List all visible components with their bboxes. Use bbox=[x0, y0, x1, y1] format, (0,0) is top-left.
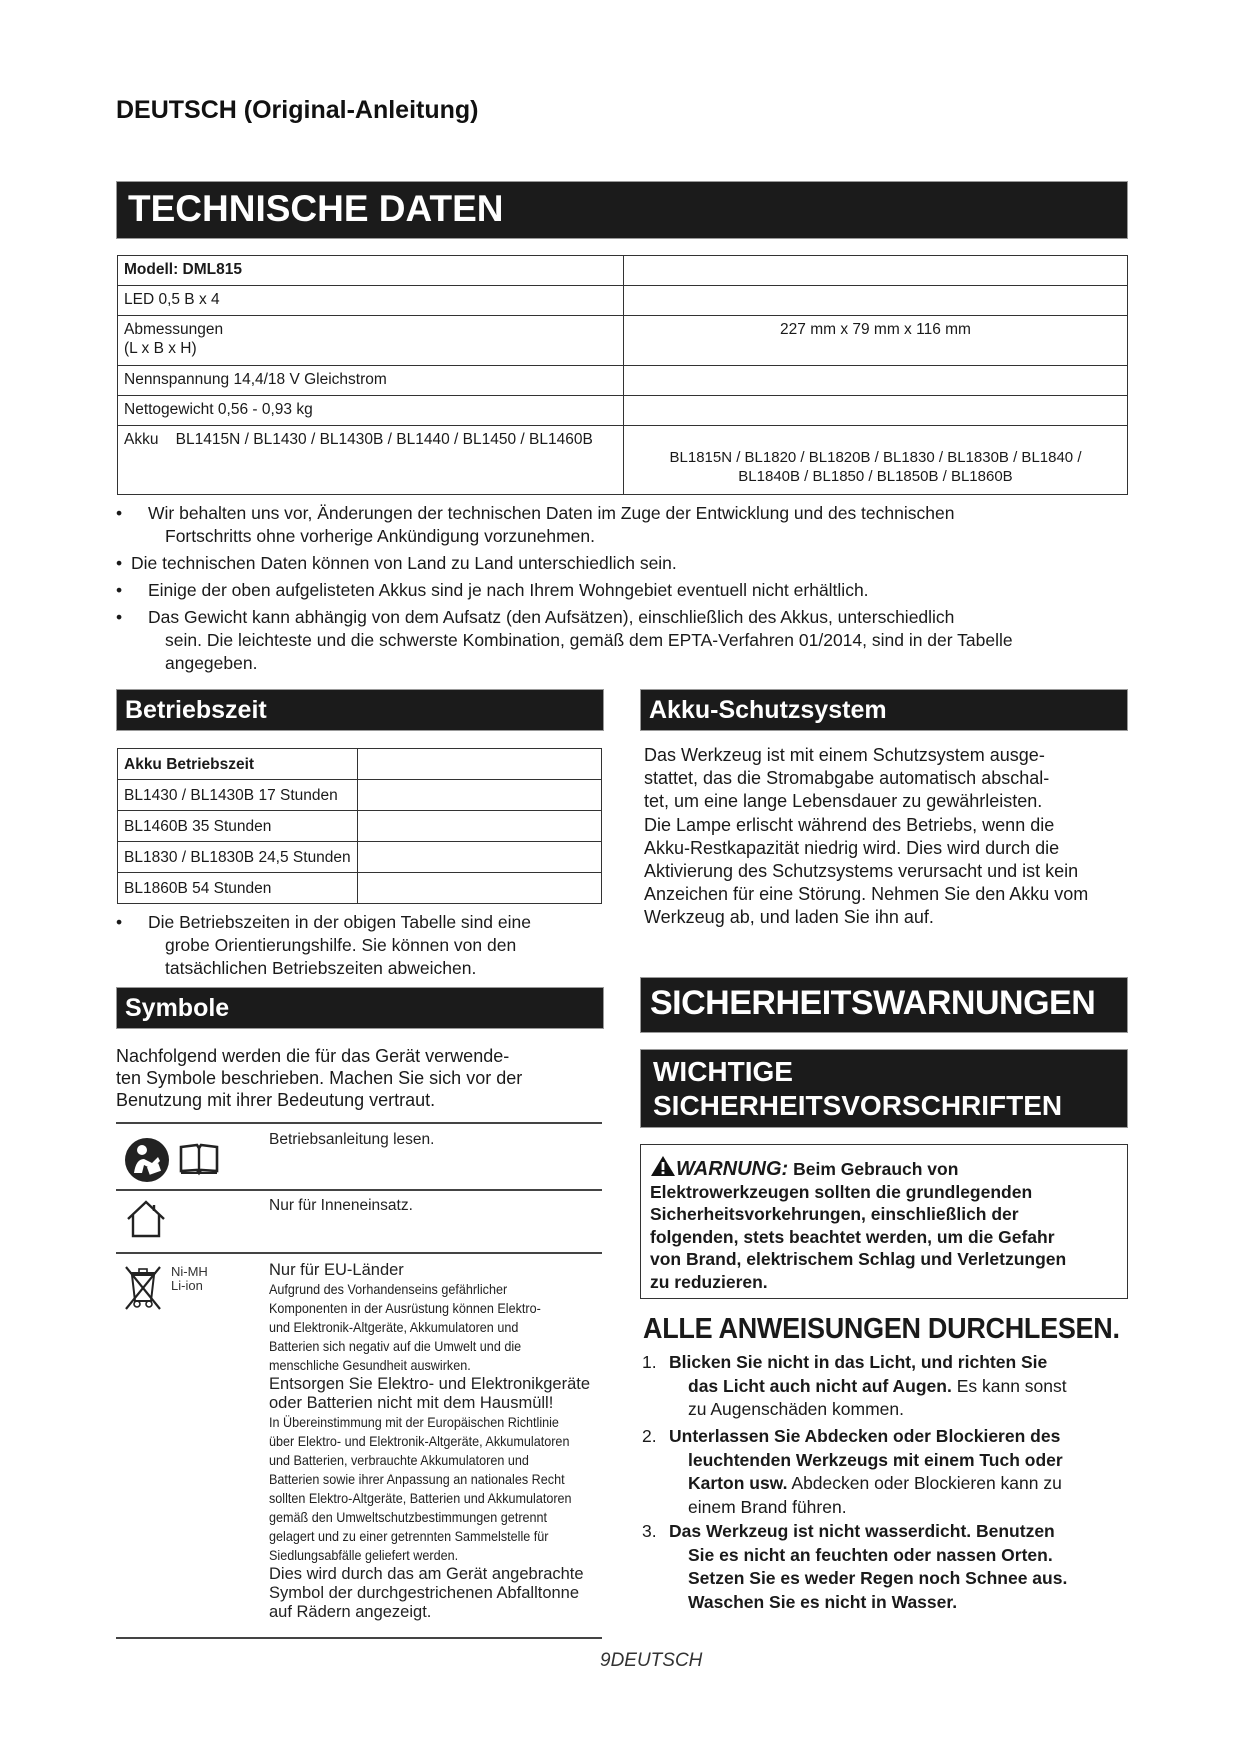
note-item bbox=[116, 579, 1136, 602]
table-row bbox=[118, 873, 602, 904]
eu-line: menschliche Gesundheit auswirken. bbox=[269, 1357, 471, 1373]
eu-line: Aufgrund des Vorhandenseins gefährlicher bbox=[269, 1281, 508, 1297]
runtime-label: Akku Betriebszeit bbox=[118, 749, 358, 780]
eu-disposal-text bbox=[269, 1261, 604, 1622]
table-row bbox=[118, 396, 1128, 426]
eu-line: über Elektro- und Elektronik-Altgeräte, Akkumulatoren bbox=[269, 1433, 570, 1449]
read-all-heading: ALLE ANWEISUNGEN DURCHLESEN. bbox=[643, 1313, 1120, 1345]
instruction-text: das Licht auch nicht auf Augen. bbox=[688, 1375, 952, 1396]
note-text: sein. Die leichteste und die schwerste Kombination, gemäß dem EPTA-Verfahren 01/2014, sind in der Tabelle bbox=[165, 630, 1013, 650]
runtime-value bbox=[358, 780, 602, 811]
eu-line: Symbol der durchgestrichenen Abfalltonne bbox=[269, 1584, 580, 1602]
eu-line: Nur für EU-Länder bbox=[269, 1261, 404, 1279]
note-text: Die Betriebszeiten in der obigen Tabelle sind eine bbox=[148, 912, 531, 932]
bullet-icon: • bbox=[116, 553, 123, 573]
instruction-line bbox=[642, 1472, 1132, 1496]
table-row bbox=[118, 780, 602, 811]
important-safety-title bbox=[640, 1049, 1128, 1128]
instruction-item bbox=[642, 1425, 1132, 1519]
spec-value-cont: BL1840B / BL1850 / BL1850B / BL1860B bbox=[738, 468, 1013, 485]
warning-text: folgenden, stets beachtet werden, um die Gefahr bbox=[650, 1226, 1055, 1247]
technical-data-title: TECHNISCHE DATEN bbox=[116, 181, 1128, 239]
protection-line: Anzeichen für eine Störung. Nehmen Sie den Akku vom bbox=[644, 884, 1089, 905]
eu-line: auf Rädern angezeigt. bbox=[269, 1603, 432, 1621]
eu-line: Dies wird durch das am Gerät angebrachte bbox=[269, 1565, 584, 1583]
divider bbox=[116, 1252, 602, 1254]
instruction-text: Karton usw. bbox=[688, 1473, 788, 1493]
spec-label: Akku BL1415N / BL1430 / BL1430B / BL1440 / BL1450 / BL1460B bbox=[118, 426, 624, 495]
instruction-text: Es kann sonst bbox=[951, 1375, 1067, 1396]
symbols-title: Symbole bbox=[116, 987, 604, 1029]
technical-notes bbox=[116, 502, 1136, 675]
instruction-number: 2. bbox=[642, 1426, 657, 1446]
table-row bbox=[118, 316, 1128, 366]
instruction-text: leuchtenden Werkzeugs mit einem Tuch oder bbox=[688, 1449, 1063, 1470]
note-text: grobe Orientierungshilfe. Sie können von den bbox=[165, 935, 517, 955]
eu-line: Entsorgen Sie Elektro- und Elektronikgeräte bbox=[269, 1375, 591, 1393]
runtime-label: BL1830 / BL1830B 24,5 Stunden bbox=[118, 842, 358, 873]
spec-value bbox=[624, 256, 1128, 286]
warning-text: zu reduzieren. bbox=[650, 1271, 768, 1292]
runtime-label: BL1860B 54 Stunden bbox=[118, 873, 358, 904]
protection-line: Die Lampe erlischt während des Betriebs, wenn die bbox=[644, 814, 1055, 835]
spec-label: Abmessungen bbox=[124, 321, 224, 338]
runtime-value bbox=[358, 873, 602, 904]
runtime-value bbox=[358, 811, 602, 842]
spec-value: BL1815N / BL1820 / BL1820B / BL1830 / BL1830B / BL1840 / bbox=[669, 449, 1082, 466]
liion-label: Li-ion bbox=[171, 1278, 203, 1293]
indoor-text: Nur für Inneneinsatz. bbox=[269, 1197, 413, 1214]
table-row bbox=[118, 256, 1128, 286]
warning-triangle-icon bbox=[650, 1155, 676, 1177]
instruction-text: zu Augenschäden kommen. bbox=[688, 1399, 904, 1419]
instruction-text: Setzen Sie es weder Regen noch Schnee aus. bbox=[688, 1568, 1068, 1588]
note-item bbox=[116, 606, 1136, 675]
table-row bbox=[118, 749, 602, 780]
read-manual-text: Betriebsanleitung lesen. bbox=[269, 1131, 435, 1148]
eu-line: Komponenten in der Ausrüstung können Elektro- bbox=[269, 1300, 541, 1316]
runtime-label: BL1430 / BL1430B 17 Stunden bbox=[118, 780, 358, 811]
intro-line: Benutzung mit ihrer Bedeutung vertraut. bbox=[116, 1090, 436, 1110]
instruction-number: 1. bbox=[642, 1352, 657, 1372]
table-row bbox=[118, 842, 602, 873]
battery-types bbox=[171, 1265, 208, 1293]
instruction-text: einem Brand führen. bbox=[688, 1496, 847, 1517]
runtime-title: Betriebszeit bbox=[116, 689, 604, 731]
eu-line: sollten Elektro-Altgeräte, Batterien und Akkumulatoren bbox=[269, 1490, 572, 1506]
note-text: Wir behalten uns vor, Änderungen der technischen Daten im Zuge der Entwicklung und des technischen bbox=[148, 503, 955, 523]
spec-value bbox=[624, 396, 1128, 426]
instruction-text: Sie es nicht an feuchten oder nassen Orten. bbox=[688, 1544, 1053, 1565]
note-text: angegeben. bbox=[165, 653, 258, 673]
warning-text: Sicherheitsvorkehrungen, einschließlich der bbox=[650, 1204, 1019, 1225]
runtime-value bbox=[358, 842, 602, 873]
protection-line: Akku-Restkapazität niedrig wird. Dies wird durch die bbox=[644, 837, 1060, 858]
spec-label: Nettogewicht 0,56 - 0,93 kg bbox=[118, 396, 624, 426]
instruction-item bbox=[642, 1351, 1132, 1422]
note-text: Das Gewicht kann abhängig von dem Aufsatz (den Aufsätzen), einschließlich des Akkus, unterschiedlich bbox=[148, 607, 955, 627]
warning-label: WARNUNG: bbox=[676, 1158, 789, 1180]
note-text: Einige der oben aufgelisteten Akkus sind je nach Ihrem Wohngebiet eventuell nicht erhältlich. bbox=[148, 580, 869, 600]
note-text: tatsächlichen Betriebszeiten abweichen. bbox=[165, 958, 477, 978]
protection-line: Aktivierung des Schutzsystems verursacht und ist kein bbox=[644, 861, 1079, 882]
instruction-text: Unterlassen Sie Abdecken oder Blockieren des bbox=[669, 1426, 1061, 1446]
instruction-item bbox=[642, 1520, 1132, 1614]
divider bbox=[116, 1122, 602, 1124]
spec-value: 227 mm x 79 mm x 116 mm bbox=[624, 316, 1128, 366]
spec-value bbox=[624, 286, 1128, 316]
spec-table bbox=[117, 255, 1128, 495]
runtime-value bbox=[358, 749, 602, 780]
important-title-line: WICHTIGE bbox=[653, 1056, 793, 1087]
eu-line: gelagert und zu einer getrennten Sammelstelle für bbox=[269, 1528, 549, 1544]
instruction-text: Das Werkzeug ist nicht wasserdicht. Benutzen bbox=[669, 1521, 1055, 1541]
warning-text: Beim Gebrauch von bbox=[793, 1159, 959, 1179]
warning-text: von Brand, elektrischem Schlag und Verletzungen bbox=[650, 1249, 1067, 1270]
instruction-text: Blicken Sie nicht in das Licht, und richten Sie bbox=[669, 1352, 1048, 1372]
table-row bbox=[118, 811, 602, 842]
spec-label: Nennspannung 14,4/18 V Gleichstrom bbox=[118, 366, 624, 396]
open-book-icon bbox=[178, 1142, 220, 1176]
runtime-note bbox=[116, 911, 606, 980]
eu-line: und Elektronik-Altgeräte, Akkumulatoren und bbox=[269, 1319, 519, 1335]
table-row bbox=[118, 286, 1128, 316]
symbols-intro bbox=[116, 1045, 606, 1111]
intro-line: Nachfolgend werden die für das Gerät verwende- bbox=[116, 1046, 510, 1066]
intro-line: ten Symbole beschrieben. Machen Sie sich vor der bbox=[116, 1068, 523, 1088]
spec-label: LED 0,5 B x 4 bbox=[118, 286, 624, 316]
protection-line: Das Werkzeug ist mit einem Schutzsystem ausge- bbox=[644, 745, 1045, 765]
warning-text: Elektrowerkzeugen sollten die grundlegenden bbox=[650, 1181, 1033, 1202]
instruction-number: 3. bbox=[642, 1521, 657, 1541]
spec-label-cell bbox=[118, 316, 624, 366]
divider bbox=[116, 1637, 602, 1639]
warning-first-line bbox=[650, 1155, 1119, 1181]
eu-line: In Übereinstimmung mit der Europäischen Richtlinie bbox=[269, 1414, 559, 1430]
protection-title: Akku-Schutzsystem bbox=[640, 689, 1128, 731]
spec-value-cell bbox=[624, 426, 1128, 495]
indoor-house-icon bbox=[124, 1198, 168, 1240]
eu-line: Batterien sich negativ auf die Umwelt und die bbox=[269, 1338, 522, 1354]
eu-line: oder Batterien nicht mit dem Hausmüll! bbox=[269, 1394, 554, 1412]
bullet-icon: • bbox=[116, 607, 123, 627]
eu-line: Batterien sowie ihrer Anpassung an nationales Recht bbox=[269, 1471, 565, 1487]
table-row bbox=[118, 426, 1128, 495]
eu-line: Siedlungsabfälle geliefert werden. bbox=[269, 1547, 459, 1563]
protection-line: Werkzeug ab, und laden Sie ihn auf. bbox=[644, 907, 934, 928]
read-manual-icon bbox=[122, 1135, 172, 1185]
important-title-line: SICHERHEITSVORSCHRIFTEN bbox=[653, 1090, 1063, 1121]
eu-line: gemäß den Umweltschutzbestimmungen getrennt bbox=[269, 1509, 548, 1525]
bullet-icon: • bbox=[116, 912, 123, 932]
spec-label: Modell: DML815 bbox=[118, 256, 624, 286]
nimh-label: Ni-MH bbox=[171, 1264, 208, 1279]
runtime-label: BL1460B 35 Stunden bbox=[118, 811, 358, 842]
bullet-icon: • bbox=[116, 580, 123, 600]
crossed-bin-icon bbox=[122, 1263, 164, 1311]
note-item bbox=[116, 911, 606, 980]
safety-warnings-title: SICHERHEITSWARNUNGEN bbox=[640, 977, 1128, 1033]
spec-label-unit: (L x B x H) bbox=[124, 340, 197, 357]
eu-line: und Batterien, verbrauchte Akkumulatoren und bbox=[269, 1452, 529, 1468]
spec-value bbox=[624, 366, 1128, 396]
instruction-text: Abdecken oder Blockieren kann zu bbox=[787, 1473, 1062, 1493]
note-item bbox=[116, 552, 1136, 575]
protection-text bbox=[644, 744, 1134, 930]
language-heading: DEUTSCH (Original-Anleitung) bbox=[116, 96, 479, 124]
warning-box bbox=[640, 1144, 1128, 1299]
instruction-text: Waschen Sie es nicht in Wasser. bbox=[688, 1591, 958, 1612]
table-row bbox=[118, 366, 1128, 396]
instruction-line bbox=[642, 1375, 1132, 1399]
note-item bbox=[116, 502, 1136, 548]
page-footer: 9DEUTSCH bbox=[600, 1650, 703, 1671]
protection-line: tet, um eine lange Lebensdauer zu gewährleisten. bbox=[644, 791, 1043, 812]
runtime-table bbox=[117, 748, 602, 904]
divider bbox=[116, 1189, 602, 1191]
note-text: Die technischen Daten können von Land zu Land unterschiedlich sein. bbox=[131, 553, 677, 573]
protection-line: stattet, das die Stromabgabe automatisch abschal- bbox=[644, 768, 1050, 789]
note-text: Fortschritts ohne vorherige Ankündigung vorzunehmen. bbox=[165, 526, 595, 546]
bullet-icon: • bbox=[116, 503, 123, 523]
